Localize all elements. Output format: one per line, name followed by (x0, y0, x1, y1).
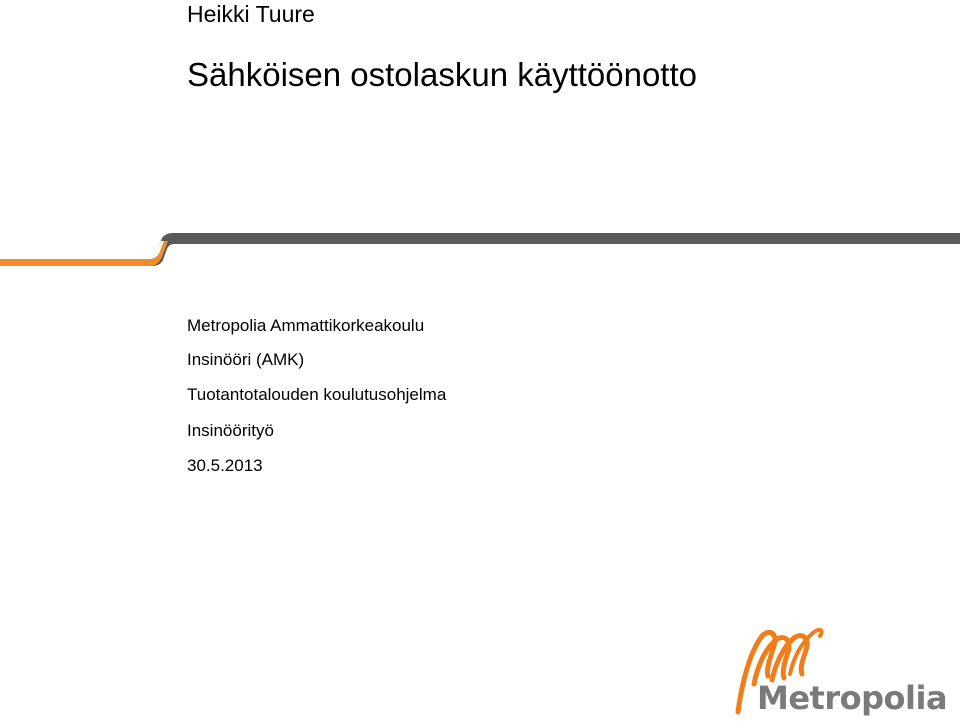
degree-name: Insinööri (AMK) (187, 350, 305, 369)
metropolia-logo-text: Metropolia (757, 679, 948, 717)
divider-orange-band (0, 241, 168, 266)
institution-name: Metropolia Ammattikorkeakoulu (187, 316, 425, 335)
thesis-date: 30.5.2013 (187, 456, 263, 475)
document-title: Sähköisen ostolaskun käyttöönotto (187, 56, 698, 93)
divider-gap (0, 241, 164, 259)
thesis-label: Insinöörityö (187, 421, 274, 440)
author-name: Heikki Tuure (187, 1, 315, 27)
header-divider (0, 228, 960, 270)
degree-programme: Tuotantotalouden koulutusohjelma (187, 385, 447, 404)
